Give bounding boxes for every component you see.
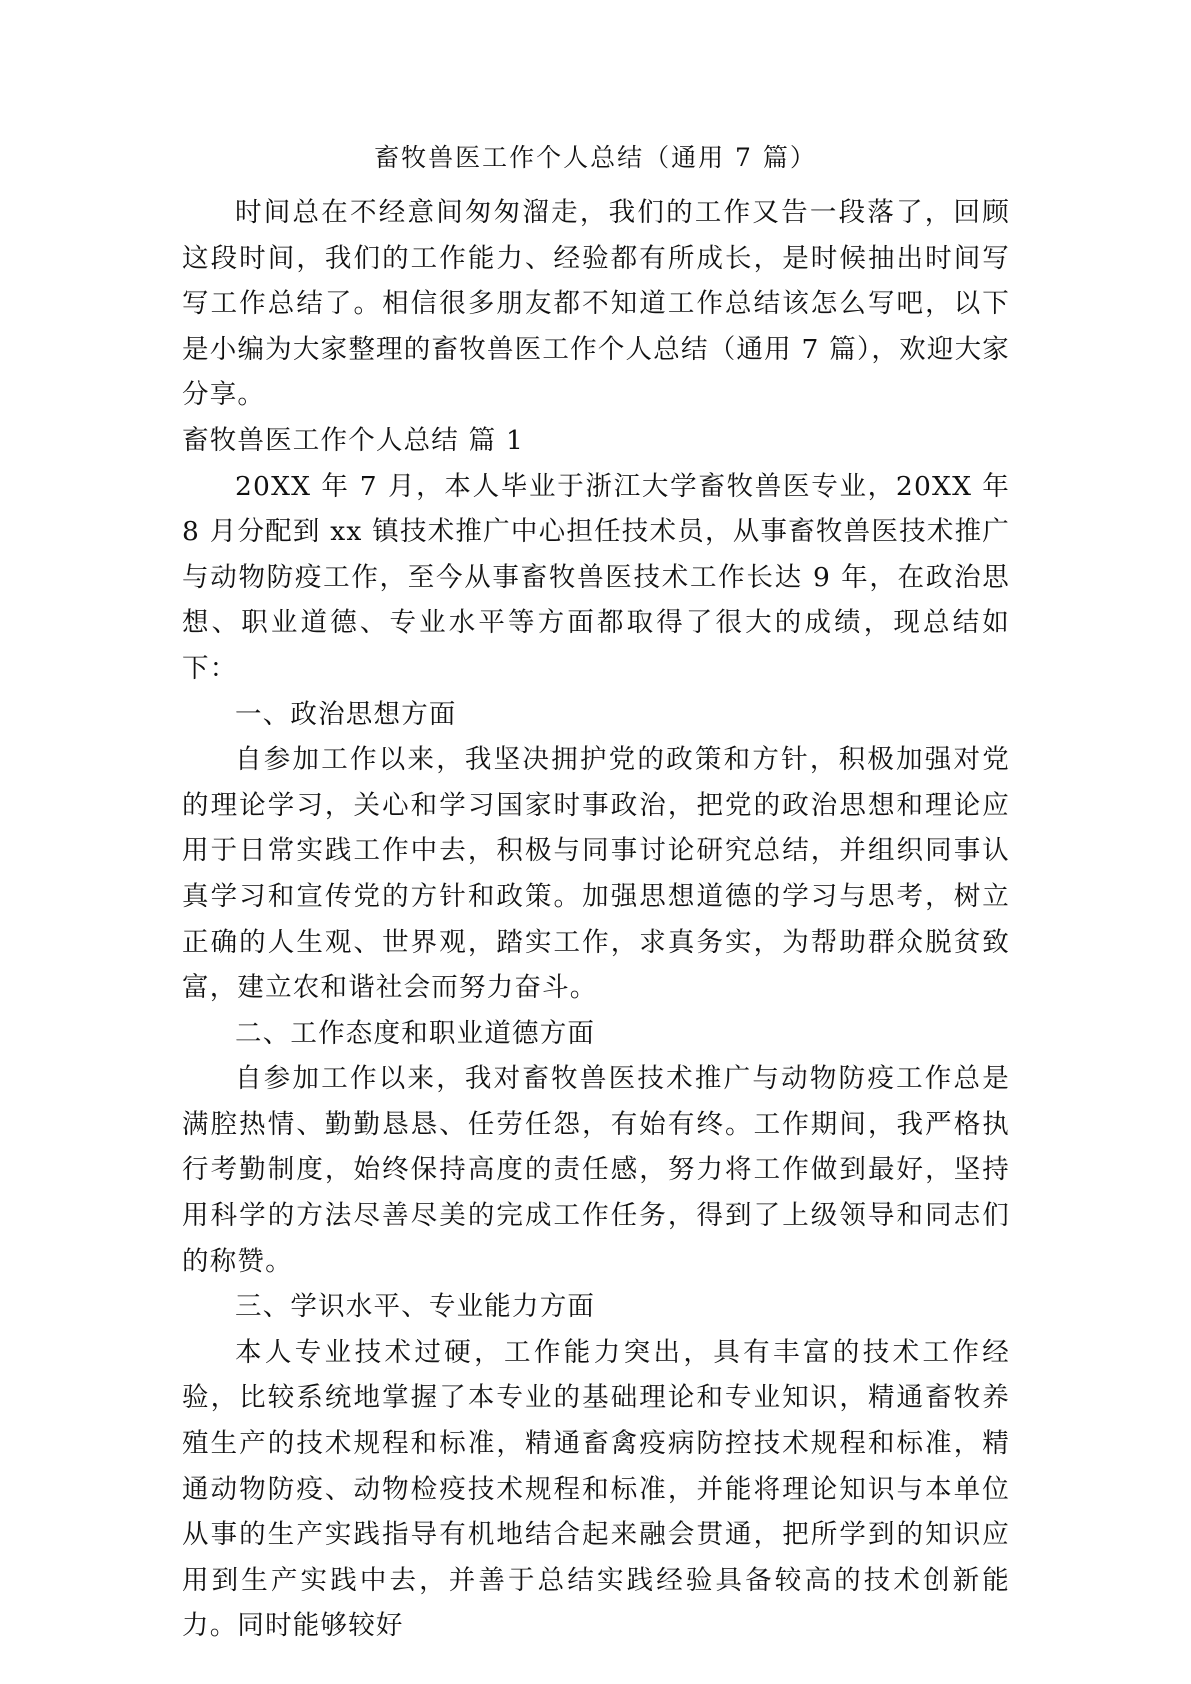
document-body bbox=[182, 190, 1010, 1649]
paragraph-4: 本人专业技术过硬，工作能力突出，具有丰富的技术工作经验，比较系统地掌握了本专业的基础理论和专业知识，精通畜牧养殖生产的技术规程和标准，精通畜禽疫病防控技术规程和标准，精通动物防疫、动物检疫技术规程和标准，并能将理论知识与本单位从事的生产实践指导有机地结合起来融会贯通，把所学到的知识应用到生产实践中去，并善于总结实践经验具备较高的技术创新能力。同时能够较好 bbox=[182, 1336, 1010, 1642]
heading-expertise: 三、学识水平、专业能力方面 bbox=[235, 1291, 596, 1323]
heading-political: 一、政治思想方面 bbox=[235, 698, 457, 730]
heading-attitude: 二、工作态度和职业道德方面 bbox=[235, 1017, 596, 1049]
paragraph-3: 自参加工作以来，我对畜牧兽医技术推广与动物防疫工作总是满腔热情、勤勤恳恳、任劳任怨，有始有终。工作期间，我严格执行考勤制度，始终保持高度的责任感，努力将工作做到最好，坚持用科学的方法尽善尽美的完成工作任务，得到了上级领导和同志们的称赞。 bbox=[182, 1063, 1010, 1277]
document-title: 畜牧兽医工作个人总结（通用 7 篇） bbox=[374, 143, 817, 172]
section-title: 畜牧兽医工作个人总结 篇 1 bbox=[182, 424, 525, 456]
paragraph-1: 20XX 年 7 月，本人毕业于浙江大学畜牧兽医专业，20XX 年 8 月分配到 xx 镇技术推广中心担任技术员，从事畜牧兽医技术推广与动物防疫工作，至今从事畜牧兽医技术工作长达 9 年，在政治思想、职业道德、专业水平等方面都取得了很大的成绩，现总结如下： bbox=[182, 470, 1010, 684]
paragraph-2: 自参加工作以来，我坚决拥护党的政策和方针，积极加强对党的理论学习，关心和学习国家时事政治，把党的政治思想和理论应用于日常实践工作中去，积极与同事讨论研究总结，并组织同事认真学习和宣传党的方针和政策。加强思想道德的学习与思考，树立正确的人生观、世界观，踏实工作，求真务实，为帮助群众脱贫致富，建立农和谐社会而努力奋斗。 bbox=[182, 744, 1010, 1004]
intro-paragraph: 时间总在不经意间匆匆溜走，我们的工作又告一段落了，回顾这段时间，我们的工作能力、经验都有所成长，是时候抽出时间写写工作总结了。相信很多朋友都不知道工作总结该怎么写吧，以下是小编为大家整理的畜牧兽医工作个人总结（通用 7 篇），欢迎大家分享。 bbox=[182, 197, 1010, 411]
